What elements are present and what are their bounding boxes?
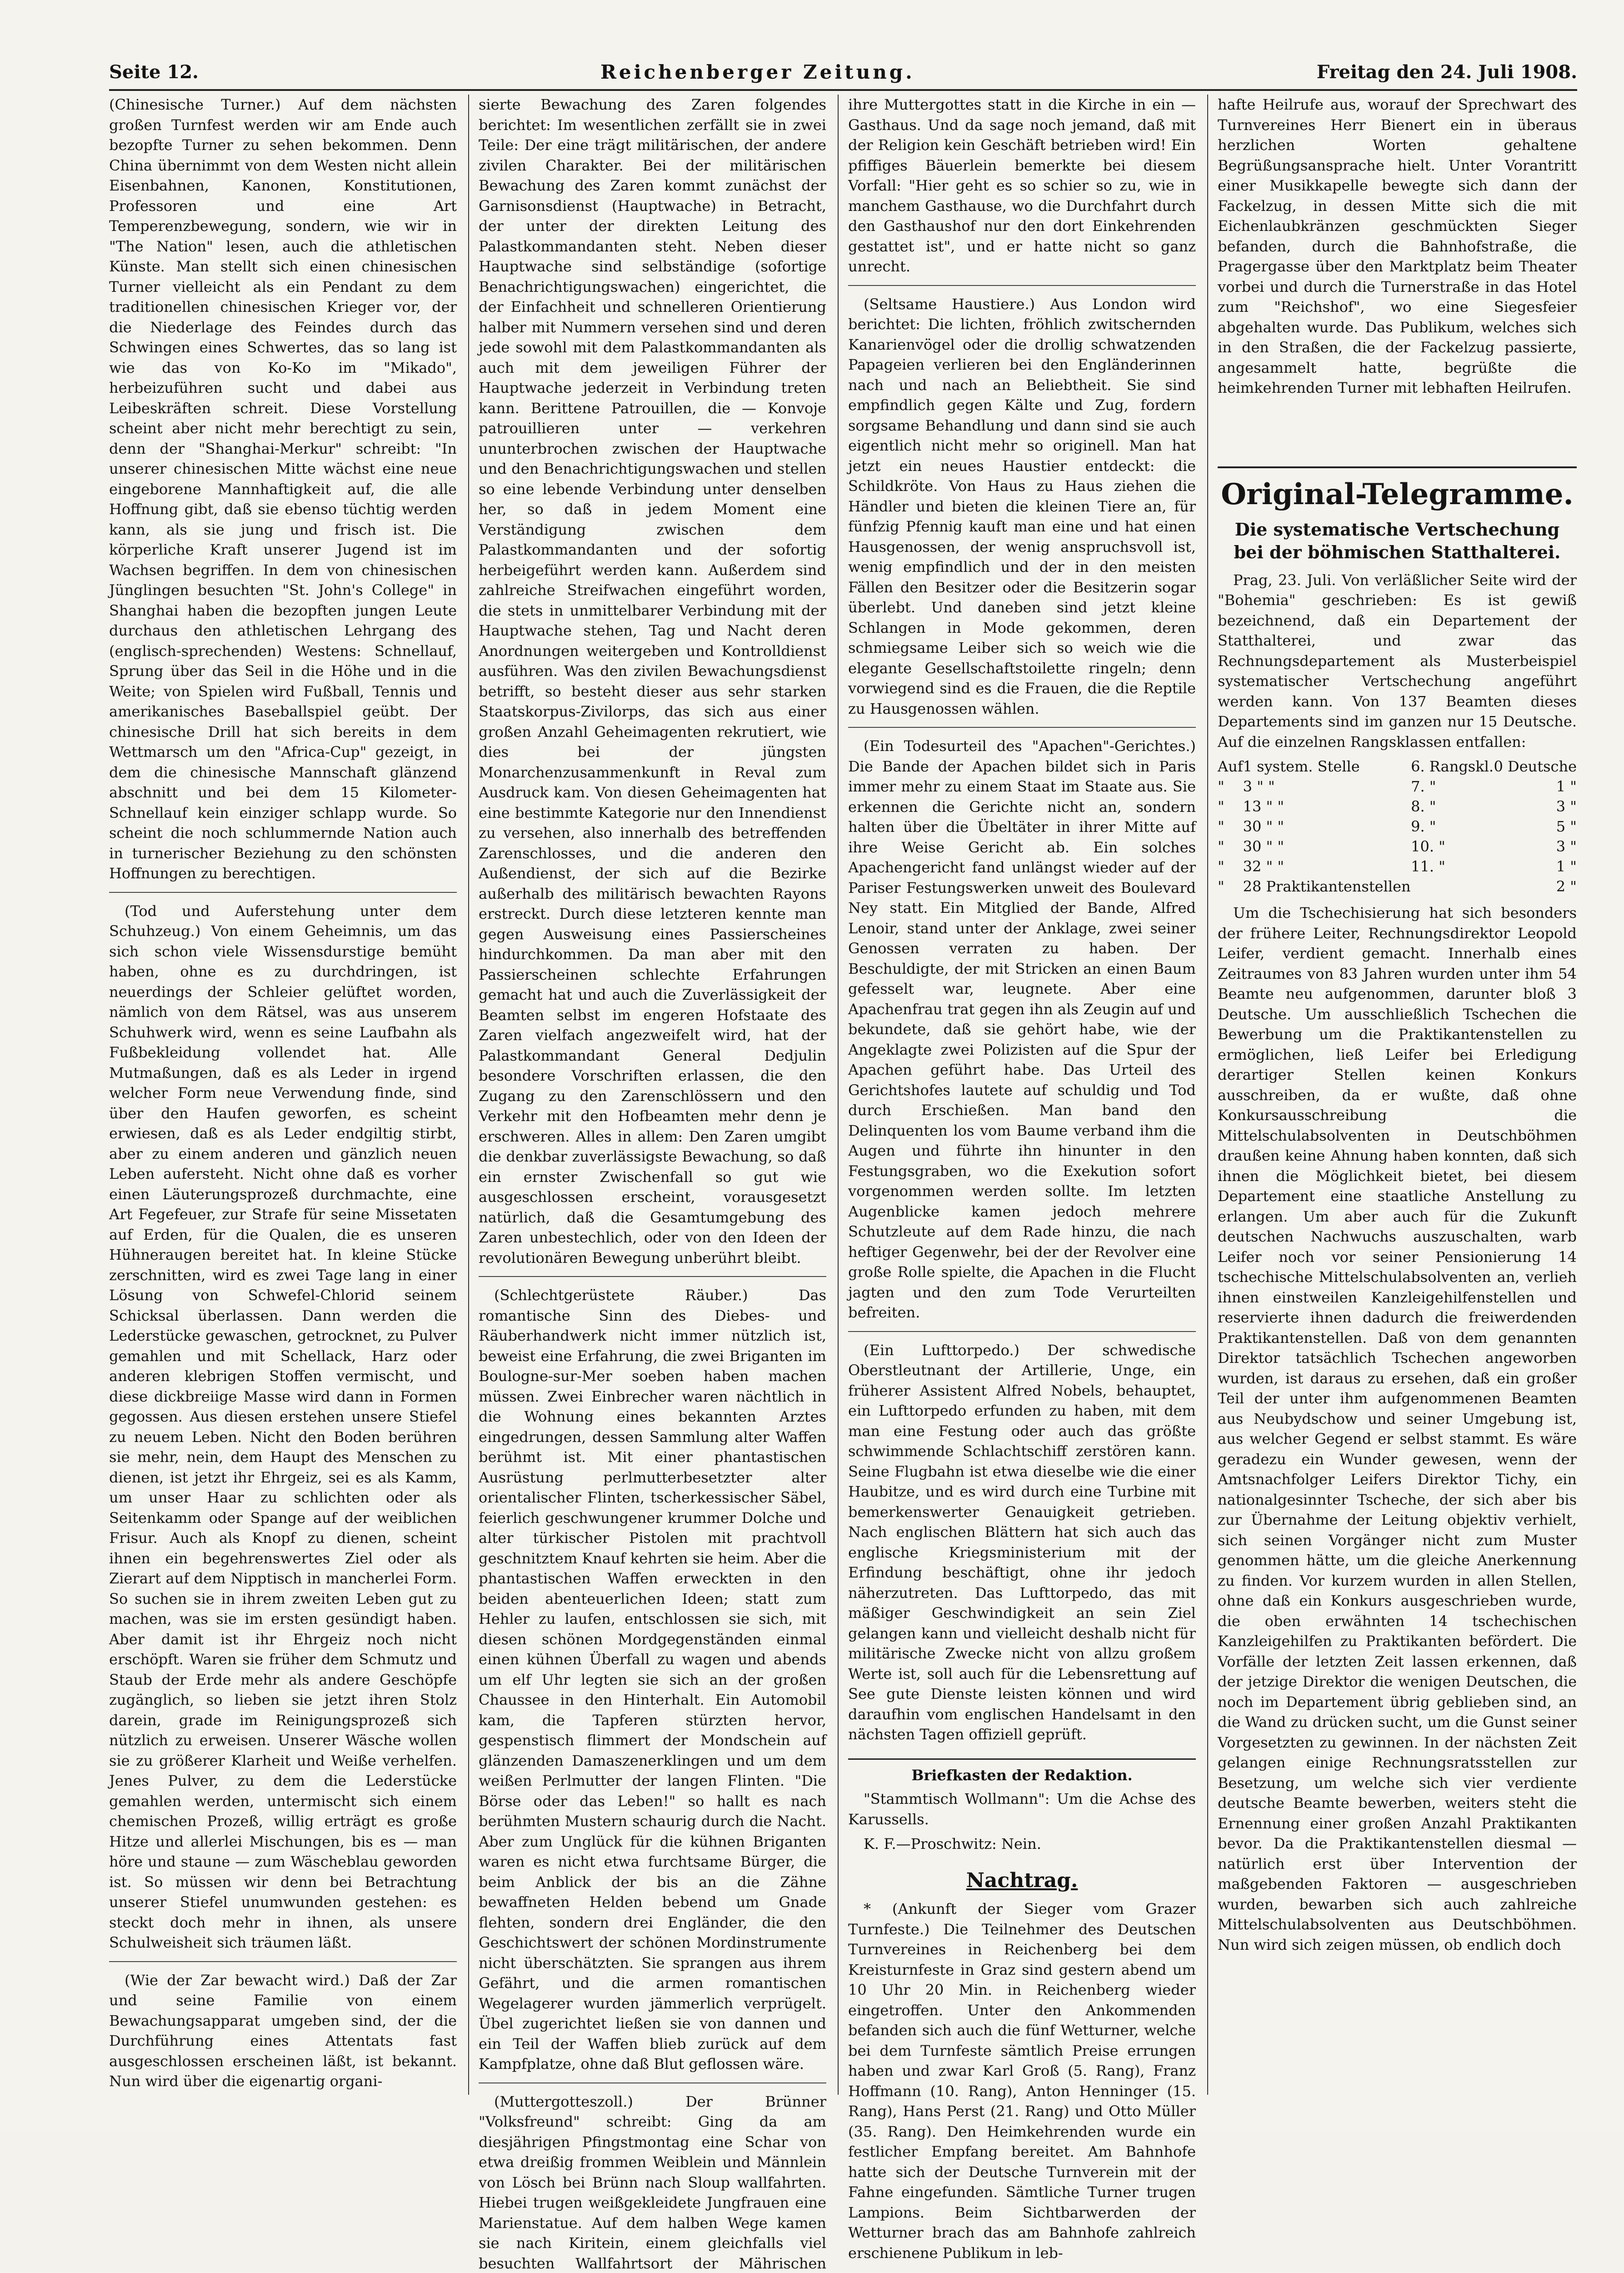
rank-table-cell: "	[1218, 816, 1243, 836]
article-headline-vertschechung: Die systematische Vertschechung bei der böhmischen Statthalterei.	[1218, 518, 1577, 564]
rank-table-cell	[1411, 876, 1494, 896]
rank-table-row	[1218, 836, 1577, 856]
article-vertschechung: Prag, 23. Juli. Von verläßlicher Seite wird der "Bohemia" geschrieben: Es ist gewiß bezeichnend, daß ein Departement der Statthalterei, und zwar das Rechnungsdepartement als Musterbeispiel systematischer Vertschechung angeführt werden kann. Von 137 Beamten dieses Departements sind im ganzen nur 15 Deutsche. Auf die einzelnen Rangsklassen entfallen:	[1218, 570, 1577, 752]
rank-table-cell: 5 "	[1494, 816, 1577, 836]
rank-table-cell: "	[1218, 796, 1243, 816]
article-zar-bewacht: (Wie der Zar bewacht wird.) Daß der Zar und seine Familie von einem Bewachungsapparat umgeben sind, der die Durchführung eines Attentats fast ausgeschlossen erscheinen läßt, ist bekannt. Nun wird über die eigenartig organi-	[109, 1970, 457, 2092]
article-seltsame-haustiere: (Seltsame Haustiere.) Aus London wird berichtet: Die lichten, fröhlich zwitschernden Kanarienvögel oder die drollig schwatzenden Papageien verlieren bei den Engländerinnen nach und nach an Beliebtheit. Sie sind empfindlich gegen Kälte und Zug, fordern sorgsame Behandlung und dann sind sie auch eigentlich nicht mehr so originell. Man hat jetzt ein neues Haustier entdeckt: die Schildkröte. Von Haus zu Haus ziehen die Händler und bieten die kleinen Tiere an, für fünfzig Pfennig kauft man eine und hat einen Hausgenossen, der wenig anspruchsvoll ist, wenig empfindlich und der in den meisten Fällen den Besitzer oder die Besitzerin sogar überlebt. Und daneben sind jetzt kleine Schlangen in Mode gekommen, deren schmiegsame Leiber sich so weich wie die elegante Gesellschaftstoilette ringeln; denn vorwiegend sind es die Frauen, die die Reptile zu Hausgenossen wählen.	[848, 294, 1196, 719]
page-header	[109, 58, 1577, 85]
article-ankunft-sieger: * (Ankunft der Sieger vom Grazer Turnfeste.) Die Teilnehmer des Deutschen Turnvereines in Reichenberg bei dem Kreisturnfeste in Graz sind gestern abend um 10 Uhr 20 Min. in Reichenberg wieder eingetroffen. Unter den Ankommenden befanden sich auch die fünf Wetturner, welche bei dem Turnfeste sämtlich Preise errungen haben und zwar Karl Groß (5. Rang), Franz Hoffmann (10. Rang), Anton Henninger (15. Rang), Hans Perst (21. Rang) und Otto Müller (35. Rang). Den Heimkehrenden wurde ein festlicher Empfang bereitet. Am Bahnhofe hatte sich der Deutsche Turnverein mit der Fahne eingefunden. Sämtliche Turner trugen Lampions. Beim Sichtbarwerden der Wetturner brach das am Bahnhofe zahlreich erschienene Publikum in leb-	[848, 1899, 1196, 2263]
briefkasten-entry: "Stammtisch Wollmann": Um die Achse des Karussells.	[848, 1789, 1196, 1829]
rank-table-cell: "	[1218, 876, 1243, 896]
article-lufttorpedo: (Ein Lufttorpedo.) Der schwedische Oberstleutnant der Artillerie, Unge, ein früherer Assistent Alfred Nobels, behauptet, ein Lufttorpedo erfunden zu haben, mit dem man eine Festung oder auch das größte schwimmende Schlachtschiff zerstören kann. Seine Flugbahn ist etwa dieselbe wie die einer Haubitze, und es wird durch eine Turbine mit bemerkenswerter Genauigkeit getrieben. Nach englischen Blättern hat sich auch das englische Kriegsministerium mit der Erfindung beschäftigt, ohne ihr jedoch näherzutreten. Das Lufttorpedo, das mit mäßiger Geschwindigkeit an sein Ziel gelangen kann und vielleicht deshalb nicht für militärische Zwecke nicht von allzu großem Werte ist, soll auch für die Lebensrettung auf See gute Dienste leisten können und wird daraufhin vom englischen Handelsamt in den nächsten Tagen offiziell geprüft.	[848, 1340, 1196, 1745]
article-divider	[848, 285, 1196, 286]
page-number: Seite 12.	[109, 61, 199, 83]
rank-table-cell: 30 " "	[1243, 816, 1411, 836]
rank-table-cell: "	[1218, 856, 1243, 876]
rank-table-cell: 3 "	[1494, 836, 1577, 856]
article-divider	[109, 892, 457, 893]
rank-table-cell: 6. Rangskl.	[1411, 756, 1494, 776]
rank-table-cell: 11. "	[1411, 856, 1494, 876]
rank-table-cell: 2 "	[1494, 876, 1577, 896]
rank-table-cell: 30 " "	[1243, 836, 1411, 856]
article-chinesische-turner: (Chinesische Turner.) Auf dem nächsten großen Turnfest werden wir am Ende auch bezopfte Turner zu sehen bekommen. Denn China übernimmt von dem Westen nicht allein Eisenbahnen, Kanonen, Konstitutionen, Professoren und eine Art Temperenzbewegung, sondern, wie wir in "The Nation" lesen, auch die athletischen Künste. Man stellt sich einen chinesischen Turner vielleicht als ein Pendant zu dem traditionellen chinesischen Krieger vor, der die Niederlage des Feindes durch das Schwingen eines Schwertes, das so lang ist wie das von Ko-Ko im "Mikado", herbeizuführen sucht und dabei aus Leibeskräften schreit. Diese Vorstellung scheint aber nicht mehr berechtigt zu sein, denn der "Shanghai-Merkur" schreibt: "In unserer chinesischen Mitte wächst eine neue eingeborene Mannhaftigkeit auf, die alle Hoffnung gibt, daß sie ebenso tüchtig werden kann, als sie jung und frisch ist. Die körperliche Kraft unserer Jugend ist im Wachsen begriffen. In dem von chinesischen Jünglingen besuchten "St. John's College" in Shanghai haben die bezopften jungen Leute durchaus den athletischen Lehrgang des (englisch-sprechenden) Westens: Schnellauf, Sprung über das Seil in die Höhe und in die Weite; von Spielen wird Fußball, Tennis und amerikanisches Baseballspiel geübt. Der chinesische Drill hat sich bereits in dem Wettmarsch um den "Africa-Cup" gezeigt, in dem die chinesische Mannschaft glänzend abschnitt und bei dem 15 Kilometer-Schnellauf kein einziger schlapp wurde. So scheint die noch schlummernde Nation auch in turnerischer Beziehung zu den schönsten Hoffnungen zu berechtigen.	[109, 95, 457, 884]
rank-table-cell: Auf	[1218, 756, 1243, 776]
article-tod-und-auferstehung: (Tod und Auferstehung unter dem Schuhzeug.) Von einem Geheimnis, um das sich schon viele Wissensdurstige bemüht haben, ohne es zu durchdringen, ist neuerdings der Schleier gelüftet worden, nämlich von dem Rätsel, was aus unserem Schuhwerk wird, wenn es seine Laufbahn als Fußbekleidung vollendet hat. Alle Mutmaßungen, daß es als Leder in irgend welcher Form neue Verwendung finde, sind über den Haufen geworfen, es scheint erwiesen, daß es als Leder endgiltig stirbt, aber zu einem anderen und gänzlich neuen Leben aufersteht. Nicht ohne daß es vorher einen Läuterungsprozeß durchmachte, eine Art Fegefeuer, zur Strafe für seine Missetaten auf Erden, für die Qualen, die es unseren Hühneraugen bereitet hat. In kleine Stücke zerschnitten, wird es zwei Tage lang in einer Lösung von Schwefel-Chlorid seinem Schicksal überlassen. Dann werden die Lederstücke gewaschen, getrocknet, zu Pulver gemahlen und mit Schellack, Harz oder anderen klebrigen Stoffen vermischt, und diese dickbreiige Masse wird dann in Formen gegossen. Aus diesen erstehen unsere Stiefel zu neuem Leben. Nicht den Boden berühren sie mehr, nein, dem Haupt des Menschen zu dienen, ist jetzt ihr Ehrgeiz, sei es als Kamm, um unser Haar zu schlichten oder als Seitenkamm oder Spange auf der weiblichen Frisur. Auch als Knopf zu dienen, scheint ihnen ein begehrenswertes Ziel oder als Zierart auf dem Nipptisch in mancherlei Form. So suchen sie in ihrem zweiten Leben gut zu machen, was sie im ersten gesündigt haben. Aber damit ist ihr Ehrgeiz noch nicht erschöpft. Waren sie früher dem Schmutz und Staub der Erde mehr als andere Geschöpfe zugänglich, so lieben sie jetzt ihren Stolz darein, grade im Reinigungsprozeß sich nützlich zu erweisen. Unserer Wäsche wollen sie zu größerer Klarheit und Weiße verhelfen. Jenes Pulver, zu dem die Lederstücke gemahlen werden, untermischt sich einem chemischen Prozeß, willig erträgt es große Hitze und allerlei Mischungen, bis es — man höre und staune — zum Wäscheblau geworden ist. So müssen wir denn bei Betrachtung unserer Stiefel unumwunden gestehen: es steckt doch mehr in ihnen, als unsere Schulweisheit sich träumen läßt.	[109, 901, 457, 1953]
rank-table-cell: 1 "	[1494, 856, 1577, 876]
rank-table-cell: 1 system. Stelle	[1243, 756, 1411, 776]
column-divider	[1207, 95, 1208, 2095]
rank-table-cell: "	[1218, 836, 1243, 856]
rank-table-row	[1218, 876, 1577, 896]
header-rule	[109, 89, 1577, 91]
rank-table-row	[1218, 856, 1577, 876]
rank-table-cell: 32 " "	[1243, 856, 1411, 876]
rank-table-row	[1218, 776, 1577, 796]
column-3	[848, 95, 1196, 2095]
column-2	[479, 95, 826, 2095]
rank-table	[1218, 756, 1577, 896]
briefkasten-heading: Briefkasten der Redaktion.	[848, 1758, 1196, 1786]
article-ankunft-sieger-cont: hafte Heilrufe aus, worauf der Sprechwart des Turnvereines Herr Bienert ein in überaus herzlichen Worten gehaltene Begrüßungsansprache hielt. Unter Vorantritt einer Musikkapelle bewegte sich dann der Fackelzug, in dessen Mitte sich die mit Eichenlaubkränzen geschmückten Sieger befanden, durch die Bahnhofstraße, die Pragergasse über den Marktplatz beim Theater vorbei und durch die Turnerstraße in das Hotel zum "Reichshof", wo eine Siegesfeier abgehalten wurde. Das Publikum, welches sich in den Straßen, die der Fackelzug passierte, angesammelt hatte, begrüßte die heimkehrenden Turner mit lebhaften Heilrufen.	[1218, 95, 1577, 398]
nachtrag-heading: Nachtrag.	[848, 1871, 1196, 1891]
column-1	[109, 95, 457, 2095]
article-schlechtgeruestete-raeuber: (Schlechtgerüstete Räuber.) Das romantische Sinn des Diebes- und Räuberhandwerk nicht immer nützlich ist, beweist eine Erfahrung, die zwei Briganten im Boulogne-sur-Mer soeben haben machen müssen. Zwei Einbrecher waren nächtlich in die Wohnung eines bekannten Arztes eingedrungen, dessen Sammlung alter Waffen berühmt ist. Mit einer phantastischen Ausrüstung perlmutterbesetzter alter orientalischer Flinten, tscherkessischer Säbel, feierlich geschwungener krummer Dolche und alter türkischer Pistolen mit prachtvoll geschnitztem Knauf kehrten sie heim. Aber die phantastischen Waffen erweckten in den beiden abenteuerlichen Ideen; statt zum Hehler zu laufen, entschlossen sie sich, mit diesen schönen Mordgegenständen einmal einen kühnen Überfall zu wagen und abends um elf Uhr legten sie sich an der großen Chaussee in den Hinterhalt. Ein Automobil kam, die Tapferen stürzten hervor, gespenstisch flimmert der Mondschein auf glänzenden Damaszenerklingen und um dem weißen Perlmutter der langen Flinten. "Die Börse oder das Leben!" so hallt es nach berühmten Mustern schaurig durch die Nacht. Aber zum Unglück für die kühnen Briganten waren es nicht etwa furchtsame Bürger, die beim Anblick der bis an die Zähne bewaffneten Helden bebend um Gnade flehten, sondern drei Engländer, die den Geschichtswert der schönen Mordinstrumente nicht überschätzten. Sie sprangen aus ihrem Gefährt, und die armen romantischen Wegelagerer wurden jämmerlich verprügelt. Übel zugerichtet ließen sie von dannen und ein Teil der Waffen blieb zurück auf dem Kampfplatze, ohne daß Blut geflossen wäre.	[479, 1285, 826, 2074]
rank-table-row	[1218, 796, 1577, 816]
rank-table-cell: 9. "	[1411, 816, 1494, 836]
column-divider	[468, 95, 469, 2095]
rank-table-cell: 7. "	[1411, 776, 1494, 796]
rank-table-cell: 28 Praktikantenstellen	[1243, 876, 1411, 896]
column-divider	[838, 95, 839, 2095]
article-divider	[109, 1961, 457, 1962]
rank-table-cell: 10. "	[1411, 836, 1494, 856]
briefkasten-entry: K. F.—Proschwitz: Nein.	[848, 1834, 1196, 1854]
column-4	[1218, 95, 1577, 2095]
article-vertschechung-cont: Um die Tschechisierung hat sich besonders der frühere Leiter, Rechnungsdirektor Leopold Leifer, verdient gemacht. Innerhalb eines Zeitraumes von 83 Jahren wurden unter ihm 54 Beamte neu aufgenommen, darunter bloß 3 Deutsche. Um ausschließlich Tschechen die Bewerbung um die Praktikantenstellen zu ermöglichen, ließ Leifer bei Erledigung derartiger Stellen keinen Konkurs ausschreiben, da er wußte, daß ohne Konkursausschreibung die Mittelschulabsolventen in Deutschböhmen draußen keine Ahnung haben konnten, daß sich ihnen die Möglichkeit bietet, bei diesem Departement eine staatliche Anstellung zu erlangen. Um aber auch für die Zukunft deutschen Nachwuchs auszuschalten, warb Leifer noch vor seiner Pensionierung 14 tschechische Mittelschulabsolventen an, verlieh ihnen einstweilen Kanzleigehilfenstellen und reservierte ihnen dadurch die freiwerdenden Praktikantenstellen. Daß von dem genannten Direktor tatsächlich Tschechen angeworben wurden, ist daraus zu ersehen, daß ein großer Teil der unter ihm aufgenommenen Beamten aus Neubydschow und seiner Umgebung ist, aus welcher Gegend er selbst stammt. Es wäre geradezu ein Wunder gewesen, wenn der Amtsnachfolger Leifers Direktor Tichy, ein nationalgesinnter Tscheche, der sich aber bis zur Übernahme der Leitung objektiv verhielt, sich seinen Vorgänger nicht zum Muster genommen hätte, um die gleiche Anerkennung zu finden. Vor kurzem wurden in allen Stellen, ohne daß ein Konkurs ausgeschrieben wurde, die oben erwähnten 14 tschechischen Kanzleigehilfen zu Praktikanten befördert. Die Vorfälle der letzten Zeit lassen erkennen, daß der jetzige Direktor die wenigen Deutschen, die noch im Departement übrig geblieben sind, an die Wand zu drücken sucht, um die Gunst seiner Vorgesetzten zu gewinnen. In der nächsten Zeit gelangen einige Rechnungsratsstellen zur Besetzung, um welche sich vier verdiente deutsche Beamte bewerben, weiters steht die Ernennung einer großen Anzahl Praktikanten bevor. Da die Praktikantenstellen diesmal — natürlich erst über Intervention der maßgebenden Faktoren — ausgeschrieben wurden, bewarben sich auch zahlreiche Mittelschulabsolventen aus Deutschböhmen. Nun wird sich zeigen müssen, ob endlich doch	[1218, 903, 1577, 1955]
rank-table-cell: "	[1218, 776, 1243, 796]
article-divider	[479, 1276, 826, 1277]
rank-table-row	[1218, 816, 1577, 836]
issue-date: Freitag den 24. Juli 1908.	[1317, 61, 1577, 83]
article-divider	[848, 727, 1196, 728]
rank-table-cell: 13 " "	[1243, 796, 1411, 816]
section-heading-telegramme: Original-Telegramme.	[1218, 466, 1577, 514]
article-todesurteil-apachen: (Ein Todesurteil des "Apachen"-Gerichtes.) Die Bande der Apachen bildet sich in Paris immer mehr zu einem Staat im Staate aus. Sie erkennen die Gerichte nicht an, sondern halten über die Übeltäter in ihrer Mitte auf ihre Weise Gericht ab. Ein solches Apachengericht fand unlängst wieder auf der Pariser Festungswerken unweit des Boulevard Ney statt. Ein Mitglied der Bande, Alfred Lenoir, stand unter der Anklage, zwei seiner Genossen verraten zu haben. Der Beschuldigte, der mit Stricken an einen Baum gefesselt war, leugnete. Aber eine Apachenfrau trat gegen ihn als Zeugin auf und bekundete, daß sie gehört habe, wie der Angeklagte zwei Polizisten auf die Spur der Apachen geführt habe. Das Urteil des Gerichtshofes lautete auf schuldig und Tod durch Erschießen. Man band den Delinquenten los vom Baume verband ihm die Augen und führte ihn hinunter in den Festungsgraben, wo die Exekution sofort vorgenommen werden sollte. Im letzten Augenblicke kamen jedoch mehrere Schutzleute auf dem Rade hinzu, die nach heftiger Gegenwehr, bei der der Revolver eine große Rolle spielte, die Apachen in die Flucht jagten und den zum Tode Verurteilten befreiten.	[848, 736, 1196, 1323]
rank-table-cell: 0 Deutsche	[1494, 756, 1577, 776]
article-divider	[848, 1331, 1196, 1332]
article-muttergotteszoll-cont: ihre Muttergottes statt in die Kirche in ein — Gasthaus. Und da sage noch jemand, daß mit der Religion kein Geschäft betrieben wird! Ein pfiffiges Bäuerlein bemerkte bei diesem Vorfall: "Hier geht es so schier so zu, wie in manchem Gasthause, wo die Durchfahrt durch den Gasthaushof nur den dort Einkehrenden gestattet ist", und er hatte nicht so ganz unrecht.	[848, 95, 1196, 277]
rank-table-cell: 3 "	[1494, 796, 1577, 816]
article-zar-bewacht-cont: sierte Bewachung des Zaren folgendes berichtet: Im wesentlichen zerfällt sie in zwei Teile: Der eine trägt militärischen, der andere zivilen Charakter. Bei der militärischen Bewachung des Zaren kommt zunächst der Garnisonsdienst (Hauptwache) in Betracht, der unter der direkten Leitung des Palastkommandanten steht. Neben dieser Hauptwache sind selbständige (sofortige Benachrichtigungswachen) eingerichtet, die der Einfachheit und schnelleren Orientierung halber mit Nummern versehen sind und deren jede sowohl mit dem Palastkommandanten als auch mit dem jeweiligen Führer der Hauptwache jederzeit in Verbindung treten kann. Berittene Patrouillen, die — Konvoje patrouillieren unter — verkehren ununterbrochen zwischen der Hauptwache und den Benachrichtigungswachen und stellen so eine lebende Verbindung unter denselben her, so daß in jedem Moment eine Verständigung zwischen dem Palastkommandanten und der sofortig herbeigeführt werden kann. Außerdem sind zahlreiche Streifwachen eingeführt worden, die stets in unmittelbarer Verbindung mit der Hauptwache stehen, Tag und Nacht deren Anordnungen weitergeben und Kontrolldienst ausführen. Was den zivilen Bewachungsdienst betrifft, so besteht dieser aus sehr starken Staatskorpus-Zivilorps, das sich aus einer großen Anzahl Geheimagenten rekrutiert, wie dies bei der jüngsten Monarchenzusammenkunft in Reval zum Ausdruck kam. Von diesen Geheimagenten hat eine bestimmte Kategorie nur den Innendienst zu versehen, also innerhalb des betreffenden Zarenschlosses, und die anderen den Außendienst, der sich auf die Bezirke außerhalb des militärisch bewachten Rayons erstreckt. Durch diese letzteren kennte man gegen Ausweisung eines Passierscheines hindurchkommen. Da man aber mit den Passierscheinen schlechte Erfahrungen gemacht hat und auch die Zuverlässigkeit der Beamten selbst im engeren Hofstaate des Zaren vielfach angezweifelt wird, hat der Palastkommandant General Dedjulin besondere Vorschriften erlassen, die den Zugang zu den Zarenschlössern und den Verkehr mit den Hofbeamten mehr denn je erschweren. Alles in allem: Den Zaren umgibt die denkbar zuverlässigste Bewachung, so daß ein ernster Zwischenfall so gut wie ausgeschlossen erscheint, vorausgesetzt natürlich, daß die Gesamtumgebung des Zaren unbestechlich, oder von den Ideen der revolutionären Bewegung unberührt bleibt.	[479, 95, 826, 1268]
rank-table-row	[1218, 756, 1577, 776]
article-muttergotteszoll: (Muttergotteszoll.) Der Brünner "Volksfreund" schreibt: Ging da am diesjährigen Pfingstmontag eine Schar von etwa dreißig frommen Weiblein und Männlein von Lösch bei Brünn nach Sloup wallfahrten. Hiebei trugen weißgekleidete Jungfrauen eine Marienstatue. Auf dem halben Wege kamen sie nach Kiritein, einem gleichfalls viel besuchten Wallfahrtsort der Mährischen	[479, 2092, 826, 2273]
rank-table-cell: 1 "	[1494, 776, 1577, 796]
rank-table-cell: 8. "	[1411, 796, 1494, 816]
rank-table-cell: 3 " "	[1243, 776, 1411, 796]
newspaper-title: Reichenberger Zeitung.	[600, 61, 915, 83]
